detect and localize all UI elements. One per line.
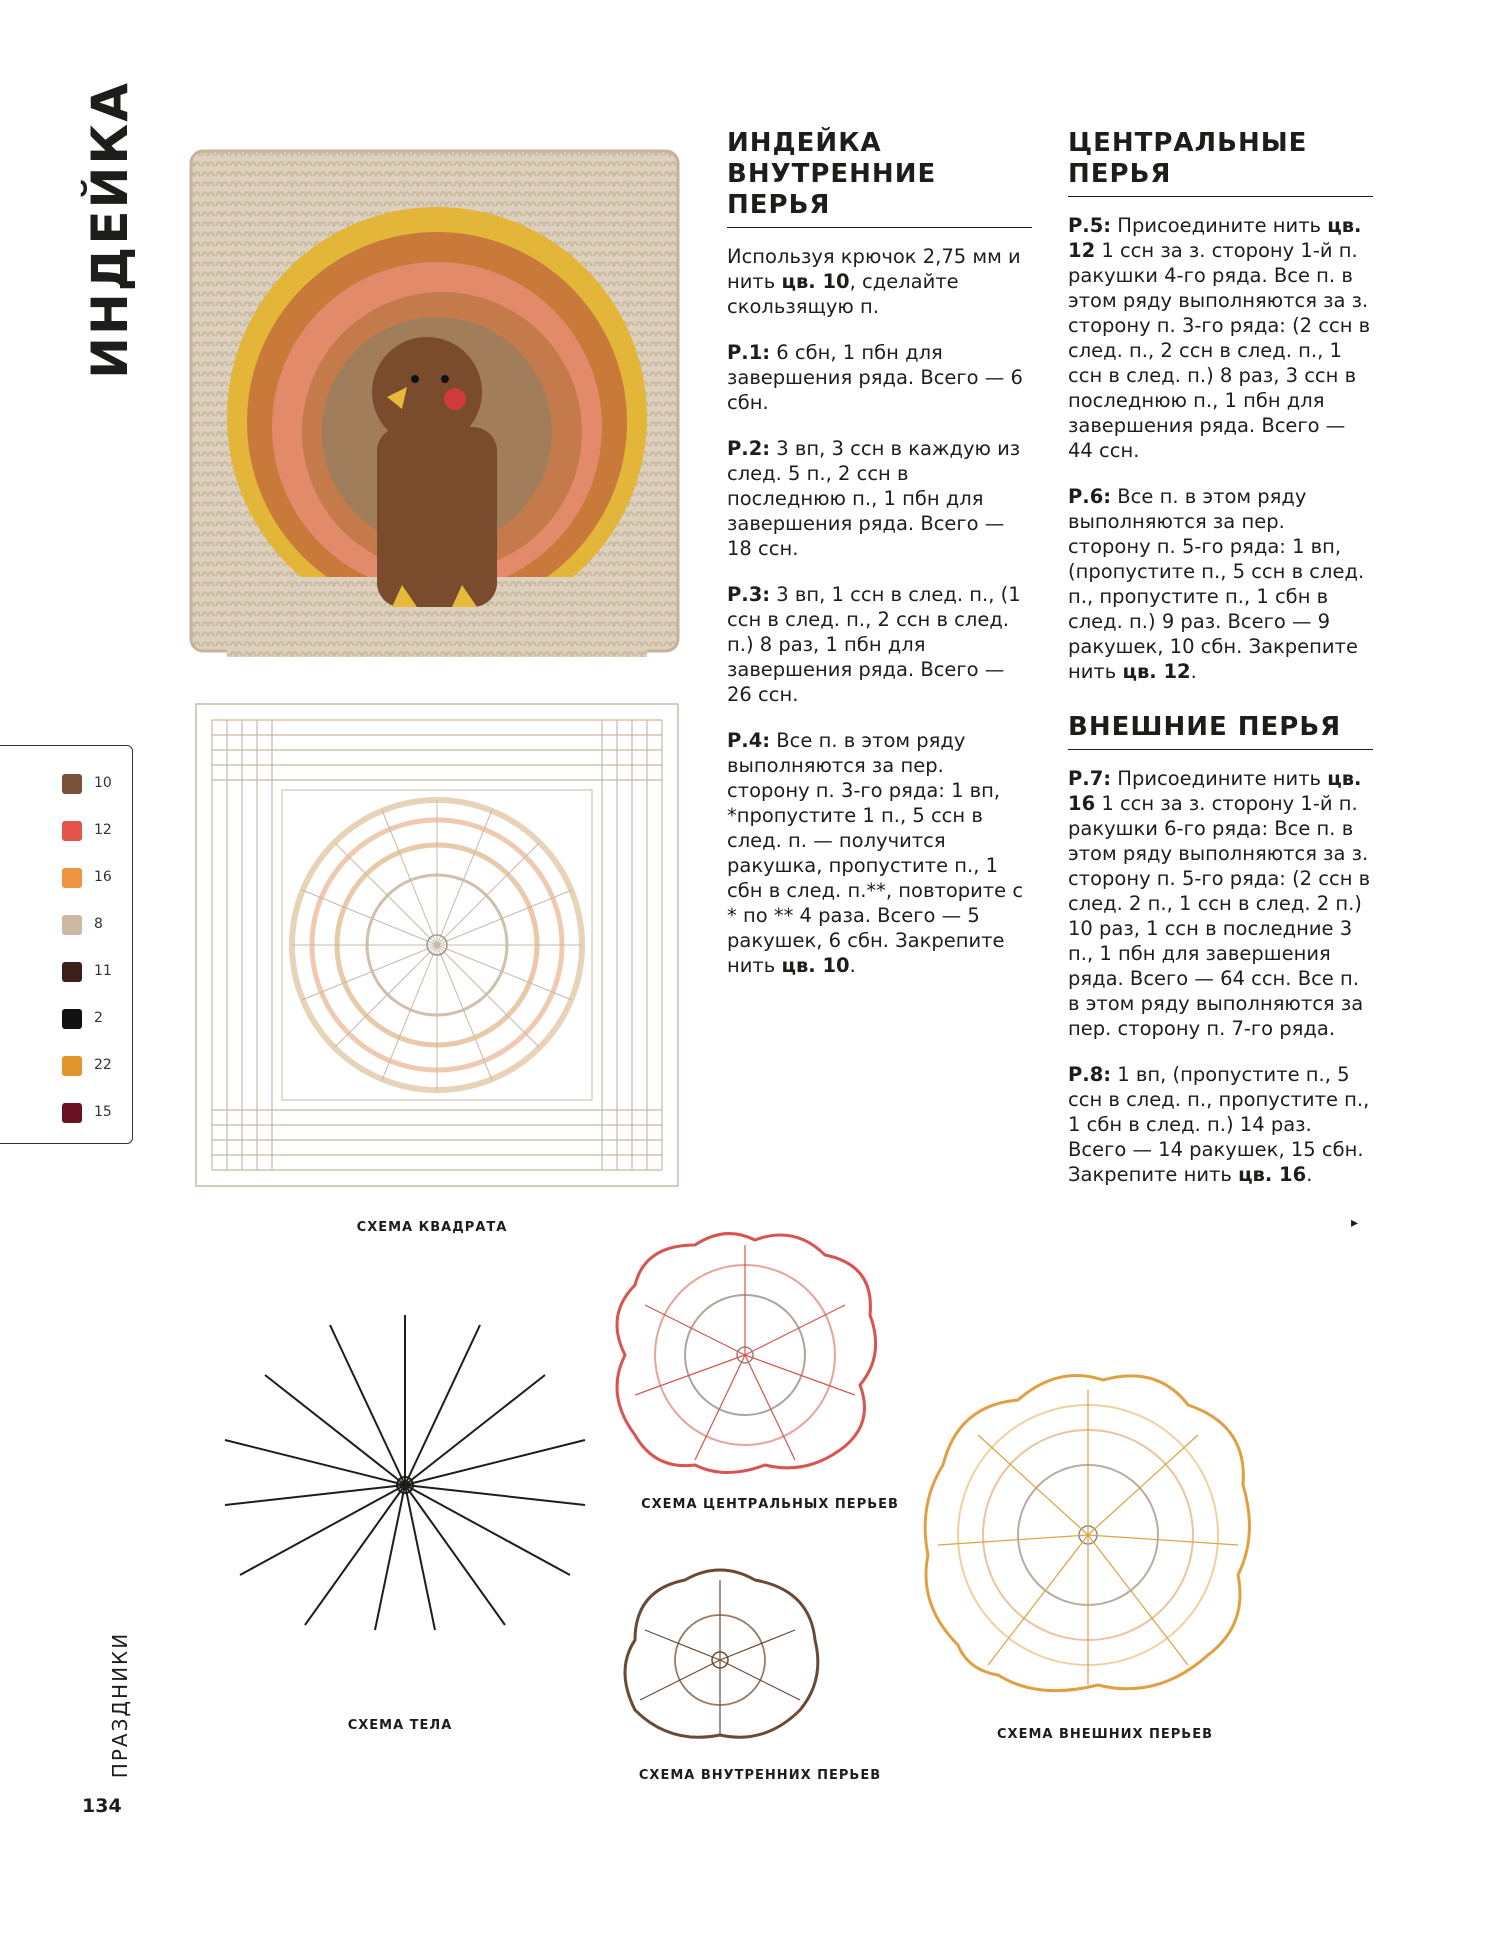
body-chart [215,1305,595,1635]
row-2-instructions: Р.2: 3 вп, 3 ссн в каждую из след. 5 п., 2 ссн в последнюю п., 1 пбн для завершения ряда. Всего — 18 ссн. [727,437,1021,560]
outer-feathers-chart [918,1365,1258,1700]
section-label: ПРАЗДНИКИ [108,1631,132,1779]
heading-inner-feathers: ИНДЕЙКА ВНУТРЕННИЕ ПЕРЬЯ [727,128,1032,228]
color-swatch [62,915,82,935]
caption-body-chart: СХЕМА ТЕЛА [347,1718,453,1733]
row-3-instructions: Р.3: 3 вп, 1 ссн в след. п., (1 ссн в след. п., 2 ссн в след. п.) 8 раз, 1 пбн для завершения ряда. Всего — 26 ссн. [727,583,1021,706]
row-7-instructions: Р.7: Присоедините нить цв. 16 1 ссн за з. сторону 1-й п. ракушки 6-го ряда: Все п. в этом ряду выполняются за з. сторону п. 5-го ряда: (2 ссн в след. 2 п., 1 ссн в след. 2 п.) 10 раз, 1 ссн в последние 3 п., 1 пбн для завершения ряда. Всего — 64 ссн. Все п. в этом ряду выполняются за пер. сторону п. 7-го ряда. [1068,767,1371,1040]
color-legend: 10 12 16 8 11 2 22 15 [0,745,133,1144]
page-title: ИНДЕЙКА [81,81,139,379]
heading-outer-feathers: ВНЕШНИЕ ПЕРЬЯ [1068,712,1373,750]
color-swatch [62,1056,82,1076]
next-page-arrow: ▸ [1351,1215,1359,1231]
row-6-instructions: Р.6: Все п. в этом ряду выполняются за пер. сторону п. 5-го ряда: 1 вп, (пропустите п., 5 ссн в след. п., пропустите п., 1 сбн в след. п.) 9 раз. Всего — 9 ракушек, 10 сбн. Закрепите нить цв. 12. [1068,485,1365,683]
central-feathers-chart [605,1225,885,1485]
row-1-instructions: Р.1: 6 сбн, 1 пбн для завершения ряда. Всего — 6 сбн. [727,341,1023,414]
color-swatch [62,821,82,841]
heading-central-feathers: ЦЕНТРАЛЬНЫЕ ПЕРЬЯ [1068,128,1373,197]
caption-outer-chart: СХЕМА ВНЕШНИХ ПЕРЬЕВ [997,1727,1213,1742]
color-swatch [62,774,82,794]
color-swatch [62,1103,82,1123]
turkey-square-photo [187,147,682,657]
page-number: 134 [82,1795,122,1817]
text-column-1 [727,128,1032,999]
caption-square-chart: СХЕМА КВАДРАТА [356,1220,508,1235]
row-5-instructions: Р.5: Присоедините нить цв. 12 1 ссн за з. сторону 1-й п. ракушки 4-го ряда. Все п. в этом ряду выполняются за з. сторону п. 3-го ряда: (2 ссн в след. п., 2 ссн в след. п., 1 ссн в след. п.) 8 раз, 3 ссн в последнюю п., 1 пбн для завершения ряда. Всего — 44 ссн. [1068,214,1371,462]
color-swatch [62,868,82,888]
caption-central-chart: СХЕМА ЦЕНТРАЛЬНЫХ ПЕРЬЕВ [641,1497,899,1512]
intro-paragraph: Используя крючок 2,75 мм и нить цв. 10, сделайте скользящую п. [727,245,1021,318]
row-4-instructions: Р.4: Все п. в этом ряду выполняются за пер. сторону п. 3-го ряда: 1 вп, *пропустите 1 п., 5 ссн в след. п. — получится ракушка, пропустите п., 1 сбн в след. п.**, повторите с * по ** 4 раза. Всего — 5 ракушек, 6 сбн. Закрепите нить цв. 10. [727,729,1024,977]
color-swatch [62,962,82,982]
row-8-instructions: Р.8: 1 вп, (пропустите п., 5 ссн в след. п., пропустите п., 1 сбн в след. п.) 14 раз. Всего — 14 ракушек, 15 сбн. Закрепите нить цв. 16. [1068,1063,1370,1186]
color-swatch [62,1009,82,1029]
inner-feathers-chart [615,1560,825,1750]
text-column-2 [1068,128,1373,1208]
caption-inner-chart: СХЕМА ВНУТРЕННИХ ПЕРЬЕВ [638,1768,882,1783]
square-chart [192,700,682,1190]
